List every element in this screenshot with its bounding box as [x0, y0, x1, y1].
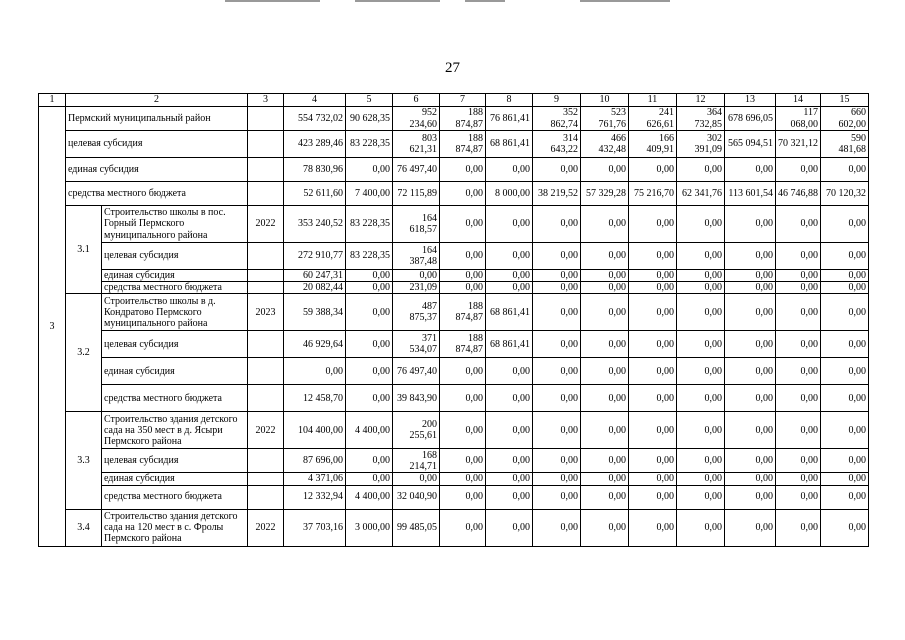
value-cell: 0,00 [581, 509, 629, 546]
table-row [39, 485, 869, 509]
value-cell: 0,00 [677, 243, 725, 270]
column-header: 6 [393, 94, 440, 107]
value-cell: 0,00 [725, 449, 776, 473]
value-cell: 0,00 [581, 243, 629, 270]
value-cell: 0,00 [346, 358, 393, 385]
value-cell: 4 400,00 [346, 485, 393, 509]
value-cell: 83 228,35 [346, 243, 393, 270]
value-cell: 0,00 [677, 331, 725, 358]
table-row [39, 158, 869, 182]
value-cell: 0,00 [581, 282, 629, 294]
total-cell: 46 929,64 [284, 331, 346, 358]
value-cell: 76 497,40 [393, 158, 440, 182]
column-header: 8 [486, 94, 533, 107]
value-cell: 0,00 [725, 270, 776, 282]
scan-edge-line [580, 0, 670, 2]
column-header: 12 [677, 94, 725, 107]
value-cell: 0,00 [440, 243, 486, 270]
table-row [39, 294, 869, 331]
value-cell: 241 626,61 [629, 107, 677, 131]
row-label: Строительство школы в д. Кондратово Пермского муниципального района [102, 294, 248, 331]
year-cell [248, 131, 284, 158]
value-cell: 0,00 [486, 270, 533, 282]
value-cell: 0,00 [776, 358, 821, 385]
value-cell: 0,00 [629, 158, 677, 182]
table-row [39, 412, 869, 449]
year-cell: 2022 [248, 206, 284, 243]
value-cell: 0,00 [629, 509, 677, 546]
value-cell: 83 228,35 [346, 206, 393, 243]
value-cell: 0,00 [440, 158, 486, 182]
value-cell: 0,00 [677, 412, 725, 449]
value-cell: 166 409,91 [629, 131, 677, 158]
value-cell: 0,00 [533, 485, 581, 509]
column-header: 5 [346, 94, 393, 107]
value-cell: 0,00 [677, 449, 725, 473]
value-cell: 0,00 [821, 270, 869, 282]
value-cell: 0,00 [725, 412, 776, 449]
table-row [39, 282, 869, 294]
value-cell: 0,00 [725, 509, 776, 546]
value-cell: 39 843,90 [393, 385, 440, 412]
column-header: 4 [284, 94, 346, 107]
value-cell: 0,00 [821, 449, 869, 473]
row-label: единая субсидия [102, 473, 248, 485]
value-cell: 0,00 [677, 485, 725, 509]
table-row [39, 509, 869, 546]
column-header: 2 [66, 94, 248, 107]
column-header: 9 [533, 94, 581, 107]
value-cell: 364 732,85 [677, 107, 725, 131]
column-header: 10 [581, 94, 629, 107]
value-cell: 0,00 [581, 485, 629, 509]
value-cell: 0,00 [533, 158, 581, 182]
value-cell: 565 094,51 [725, 131, 776, 158]
value-cell: 70 120,32 [821, 182, 869, 206]
value-cell: 0,00 [393, 473, 440, 485]
value-cell: 113 601,54 [725, 182, 776, 206]
row-label: целевая субсидия [102, 449, 248, 473]
table-row [39, 182, 869, 206]
value-cell: 200 255,61 [393, 412, 440, 449]
value-cell: 0,00 [581, 294, 629, 331]
value-cell: 0,00 [677, 282, 725, 294]
value-cell: 0,00 [440, 182, 486, 206]
table-row [39, 270, 869, 282]
year-cell [248, 282, 284, 294]
row-label: целевая субсидия [66, 131, 248, 158]
value-cell: 0,00 [440, 282, 486, 294]
value-cell: 62 341,76 [677, 182, 725, 206]
table-row [39, 358, 869, 385]
value-cell: 0,00 [776, 270, 821, 282]
value-cell: 0,00 [776, 449, 821, 473]
section-number: 3 [39, 107, 66, 547]
value-cell: 590 481,68 [821, 131, 869, 158]
value-cell: 0,00 [581, 412, 629, 449]
total-cell: 4 371,06 [284, 473, 346, 485]
value-cell: 0,00 [486, 358, 533, 385]
year-cell [248, 107, 284, 131]
value-cell: 0,00 [677, 509, 725, 546]
subsection-number: 3.2 [66, 294, 102, 412]
year-cell: 2022 [248, 412, 284, 449]
value-cell: 0,00 [440, 385, 486, 412]
value-cell: 68 861,41 [486, 331, 533, 358]
value-cell: 0,00 [346, 282, 393, 294]
year-cell [248, 182, 284, 206]
value-cell: 0,00 [346, 331, 393, 358]
value-cell: 3 000,00 [346, 509, 393, 546]
value-cell: 0,00 [533, 358, 581, 385]
value-cell: 0,00 [533, 243, 581, 270]
value-cell: 0,00 [776, 485, 821, 509]
table-row [39, 473, 869, 485]
total-cell: 20 082,44 [284, 282, 346, 294]
table-row [39, 131, 869, 158]
year-cell [248, 473, 284, 485]
year-cell [248, 331, 284, 358]
scan-edge-line [355, 0, 440, 2]
value-cell: 0,00 [677, 385, 725, 412]
value-cell: 0,00 [629, 270, 677, 282]
value-cell: 0,00 [821, 385, 869, 412]
value-cell: 68 861,41 [486, 131, 533, 158]
value-cell: 0,00 [533, 331, 581, 358]
value-cell: 0,00 [629, 294, 677, 331]
value-cell: 678 696,05 [725, 107, 776, 131]
value-cell: 0,00 [629, 385, 677, 412]
value-cell: 4 400,00 [346, 412, 393, 449]
header-row [39, 94, 869, 107]
value-cell: 314 643,22 [533, 131, 581, 158]
value-cell: 0,00 [725, 282, 776, 294]
value-cell: 0,00 [440, 473, 486, 485]
value-cell: 0,00 [677, 294, 725, 331]
value-cell: 0,00 [346, 158, 393, 182]
value-cell: 660 602,00 [821, 107, 869, 131]
table-row [39, 206, 869, 243]
value-cell: 0,00 [440, 485, 486, 509]
column-header: 14 [776, 94, 821, 107]
value-cell: 0,00 [821, 158, 869, 182]
value-cell: 0,00 [486, 158, 533, 182]
value-cell: 302 391,09 [677, 131, 725, 158]
value-cell: 0,00 [346, 385, 393, 412]
row-label: Строительство школы в пос. Горный Пермского муниципального района [102, 206, 248, 243]
value-cell: 0,00 [677, 358, 725, 385]
row-label: целевая субсидия [102, 243, 248, 270]
value-cell: 0,00 [629, 243, 677, 270]
value-cell: 0,00 [533, 385, 581, 412]
column-header: 15 [821, 94, 869, 107]
value-cell: 0,00 [581, 473, 629, 485]
value-cell: 164 618,57 [393, 206, 440, 243]
value-cell: 0,00 [629, 412, 677, 449]
value-cell: 0,00 [725, 331, 776, 358]
value-cell: 0,00 [776, 282, 821, 294]
year-cell: 2023 [248, 294, 284, 331]
value-cell: 523 761,76 [581, 107, 629, 131]
value-cell: 0,00 [486, 412, 533, 449]
value-cell: 0,00 [725, 358, 776, 385]
value-cell: 0,00 [346, 294, 393, 331]
value-cell: 0,00 [776, 331, 821, 358]
row-label: средства местного бюджета [102, 485, 248, 509]
value-cell: 0,00 [629, 206, 677, 243]
value-cell: 76 497,40 [393, 358, 440, 385]
year-cell [248, 270, 284, 282]
total-cell: 104 400,00 [284, 412, 346, 449]
value-cell: 8 000,00 [486, 182, 533, 206]
value-cell: 0,00 [440, 449, 486, 473]
value-cell: 0,00 [629, 485, 677, 509]
value-cell: 0,00 [821, 485, 869, 509]
total-cell: 423 289,46 [284, 131, 346, 158]
value-cell: 57 329,28 [581, 182, 629, 206]
year-cell [248, 358, 284, 385]
value-cell: 0,00 [533, 473, 581, 485]
value-cell: 0,00 [440, 412, 486, 449]
value-cell: 0,00 [581, 331, 629, 358]
row-label: единая субсидия [102, 270, 248, 282]
row-label: целевая субсидия [102, 331, 248, 358]
total-cell: 554 732,02 [284, 107, 346, 131]
value-cell: 75 216,70 [629, 182, 677, 206]
table-row [39, 385, 869, 412]
value-cell: 352 862,74 [533, 107, 581, 131]
value-cell: 0,00 [581, 206, 629, 243]
value-cell: 0,00 [533, 412, 581, 449]
total-cell: 52 611,60 [284, 182, 346, 206]
year-cell: 2022 [248, 509, 284, 546]
column-header: 1 [39, 94, 66, 107]
table-row [39, 107, 869, 131]
value-cell: 0,00 [346, 449, 393, 473]
value-cell: 0,00 [486, 449, 533, 473]
value-cell: 0,00 [440, 206, 486, 243]
value-cell: 466 432,48 [581, 131, 629, 158]
value-cell: 0,00 [629, 473, 677, 485]
value-cell: 188 874,87 [440, 331, 486, 358]
value-cell: 0,00 [486, 385, 533, 412]
total-cell: 37 703,16 [284, 509, 346, 546]
value-cell: 952 234,60 [393, 107, 440, 131]
total-cell: 12 458,70 [284, 385, 346, 412]
column-header: 11 [629, 94, 677, 107]
value-cell: 0,00 [776, 206, 821, 243]
value-cell: 0,00 [821, 509, 869, 546]
value-cell: 188 874,87 [440, 131, 486, 158]
value-cell: 0,00 [346, 270, 393, 282]
value-cell: 70 321,12 [776, 131, 821, 158]
value-cell: 0,00 [629, 358, 677, 385]
total-cell: 78 830,96 [284, 158, 346, 182]
value-cell: 0,00 [581, 270, 629, 282]
row-label: средства местного бюджета [102, 282, 248, 294]
value-cell: 0,00 [629, 331, 677, 358]
year-cell [248, 243, 284, 270]
value-cell: 32 040,90 [393, 485, 440, 509]
value-cell: 803 621,31 [393, 131, 440, 158]
year-cell [248, 485, 284, 509]
value-cell: 0,00 [486, 282, 533, 294]
total-cell: 60 247,31 [284, 270, 346, 282]
row-label: средства местного бюджета [102, 385, 248, 412]
column-header: 3 [248, 94, 284, 107]
value-cell: 0,00 [776, 473, 821, 485]
value-cell: 0,00 [725, 385, 776, 412]
value-cell: 168 214,71 [393, 449, 440, 473]
value-cell: 46 746,88 [776, 182, 821, 206]
value-cell: 0,00 [776, 158, 821, 182]
row-label: единая субсидия [66, 158, 248, 182]
value-cell: 0,00 [821, 243, 869, 270]
value-cell: 0,00 [821, 206, 869, 243]
value-cell: 0,00 [533, 270, 581, 282]
table-row [39, 449, 869, 473]
total-cell: 353 240,52 [284, 206, 346, 243]
value-cell: 0,00 [725, 206, 776, 243]
value-cell: 0,00 [581, 358, 629, 385]
year-cell [248, 158, 284, 182]
value-cell: 0,00 [486, 485, 533, 509]
value-cell: 0,00 [393, 270, 440, 282]
subsection-number: 3.4 [66, 509, 102, 546]
scan-edge-line [465, 0, 505, 2]
value-cell: 7 400,00 [346, 182, 393, 206]
value-cell: 0,00 [776, 243, 821, 270]
value-cell: 0,00 [821, 358, 869, 385]
table-row [39, 243, 869, 270]
value-cell: 0,00 [533, 206, 581, 243]
value-cell: 0,00 [821, 331, 869, 358]
value-cell: 99 485,05 [393, 509, 440, 546]
table-row [39, 331, 869, 358]
value-cell: 0,00 [725, 158, 776, 182]
value-cell: 76 861,41 [486, 107, 533, 131]
value-cell: 0,00 [821, 294, 869, 331]
value-cell: 0,00 [776, 294, 821, 331]
value-cell: 0,00 [533, 294, 581, 331]
value-cell: 0,00 [677, 206, 725, 243]
value-cell: 117 068,00 [776, 107, 821, 131]
row-label: Пермский муниципальный район [66, 107, 248, 131]
row-label: средства местного бюджета [66, 182, 248, 206]
value-cell: 0,00 [776, 385, 821, 412]
value-cell: 0,00 [581, 449, 629, 473]
value-cell: 83 228,35 [346, 131, 393, 158]
value-cell: 0,00 [440, 270, 486, 282]
value-cell: 0,00 [821, 473, 869, 485]
row-label: единая субсидия [102, 358, 248, 385]
value-cell: 0,00 [677, 270, 725, 282]
budget-table [38, 93, 869, 547]
value-cell: 0,00 [440, 509, 486, 546]
value-cell: 0,00 [629, 449, 677, 473]
scan-edge-line [225, 0, 320, 2]
value-cell: 231,09 [393, 282, 440, 294]
value-cell: 68 861,41 [486, 294, 533, 331]
year-cell [248, 385, 284, 412]
value-cell: 0,00 [725, 243, 776, 270]
total-cell: 272 910,77 [284, 243, 346, 270]
value-cell: 90 628,35 [346, 107, 393, 131]
subsection-number: 3.3 [66, 412, 102, 509]
value-cell: 0,00 [677, 473, 725, 485]
value-cell: 188 874,87 [440, 107, 486, 131]
value-cell: 0,00 [725, 294, 776, 331]
value-cell: 0,00 [725, 473, 776, 485]
value-cell: 0,00 [776, 412, 821, 449]
year-cell [248, 449, 284, 473]
value-cell: 0,00 [677, 158, 725, 182]
total-cell: 59 388,34 [284, 294, 346, 331]
value-cell: 0,00 [821, 282, 869, 294]
subsection-number: 3.1 [66, 206, 102, 294]
value-cell: 0,00 [486, 243, 533, 270]
column-header: 13 [725, 94, 776, 107]
value-cell: 0,00 [533, 509, 581, 546]
column-header: 7 [440, 94, 486, 107]
value-cell: 164 387,48 [393, 243, 440, 270]
value-cell: 371 534,07 [393, 331, 440, 358]
row-label: Строительство здания детского сада на 120 мест в с. Фролы Пермского района [102, 509, 248, 546]
value-cell: 188 874,87 [440, 294, 486, 331]
total-cell: 12 332,94 [284, 485, 346, 509]
value-cell: 0,00 [533, 449, 581, 473]
total-cell: 0,00 [284, 358, 346, 385]
value-cell: 0,00 [486, 473, 533, 485]
value-cell: 0,00 [533, 282, 581, 294]
value-cell: 0,00 [581, 158, 629, 182]
row-label: Строительство здания детского сада на 350 мест в д. Ясыри Пермского района [102, 412, 248, 449]
value-cell: 0,00 [581, 385, 629, 412]
page-number: 27 [445, 60, 460, 76]
value-cell: 0,00 [821, 412, 869, 449]
value-cell: 0,00 [486, 509, 533, 546]
value-cell: 0,00 [440, 358, 486, 385]
value-cell: 0,00 [725, 485, 776, 509]
value-cell: 0,00 [629, 282, 677, 294]
value-cell: 0,00 [776, 509, 821, 546]
value-cell: 0,00 [346, 473, 393, 485]
value-cell: 38 219,52 [533, 182, 581, 206]
value-cell: 487 875,37 [393, 294, 440, 331]
value-cell: 0,00 [486, 206, 533, 243]
total-cell: 87 696,00 [284, 449, 346, 473]
value-cell: 72 115,89 [393, 182, 440, 206]
